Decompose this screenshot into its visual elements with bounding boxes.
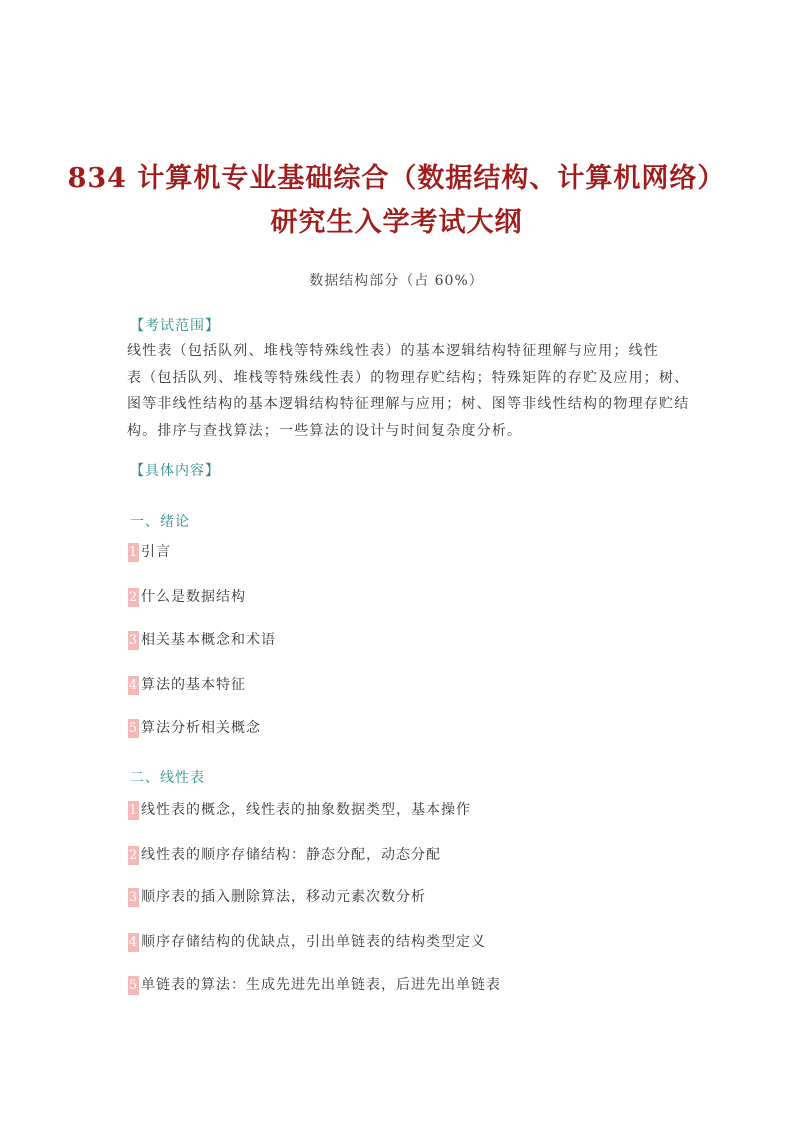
list-item	[128, 586, 246, 607]
item-text: 算法分析相关概念	[141, 720, 261, 736]
item-number: 4	[128, 935, 139, 950]
item-number: 1	[128, 545, 139, 560]
item-number: 3	[128, 890, 139, 905]
item-text: 算法的基本特征	[141, 677, 246, 693]
paragraph-line: 构。排序与查找算法；一些算法的设计与时间复杂度分析。	[127, 422, 523, 439]
list-item	[128, 629, 276, 650]
list-item	[128, 886, 426, 907]
item-text: 顺序存储结构的优缺点，引出单链表的结构类型定义	[141, 934, 486, 950]
item-text: 顺序表的插入删除算法，移动元素次数分析	[141, 889, 426, 905]
item-number: 3	[128, 633, 139, 648]
item-number: 2	[128, 848, 139, 863]
paragraph-line: 图等非线性结构的基本逻辑结构特征理解与应用；树、图等非线性结构的物理存贮结	[127, 396, 690, 412]
content-heading: 【具体内容】	[130, 463, 220, 479]
document-title-line2: 研究生入学考试大纲	[270, 207, 523, 238]
item-number: 2	[128, 590, 139, 605]
section-title-linear-list: 二、线性表	[130, 770, 205, 786]
document-title-line1: 834 计算机专业基础综合（数据结构、计算机网络）	[67, 163, 726, 194]
list-item	[128, 799, 471, 820]
section-subtitle: 数据结构部分（占 60%）	[309, 273, 484, 289]
paragraph-line: 表（包括队列、堆栈等特殊线性表）的物理存贮结构；特殊矩阵的存贮及应用；树、	[127, 369, 690, 386]
exam-scope-paragraph	[127, 338, 690, 444]
list-item	[128, 974, 501, 995]
item-text: 线性表的顺序存储结构：静态分配，动态分配	[141, 847, 441, 863]
item-text: 相关基本概念和术语	[141, 632, 276, 648]
item-number: 1	[128, 803, 139, 818]
item-text: 线性表的概念，线性表的抽象数据类型，基本操作	[141, 802, 471, 818]
item-number: 5	[128, 978, 139, 993]
item-number: 4	[128, 678, 139, 693]
section-title-intro: 一、绪论	[130, 514, 190, 530]
list-item	[128, 674, 246, 695]
list-item	[128, 541, 171, 562]
list-item	[128, 717, 261, 738]
exam-scope-heading: 【考试范围】	[130, 318, 220, 334]
paragraph-line: 线性表（包括队列、堆栈等特殊线性表）的基本逻辑结构特征理解与应用；线性	[127, 343, 659, 359]
item-text: 引言	[141, 544, 171, 560]
item-text: 单链表的算法：生成先进先出单链表，后进先出单链表	[141, 977, 501, 993]
list-item	[128, 931, 486, 952]
item-text: 什么是数据结构	[141, 589, 246, 605]
list-item	[128, 844, 441, 865]
item-number: 5	[128, 721, 139, 736]
